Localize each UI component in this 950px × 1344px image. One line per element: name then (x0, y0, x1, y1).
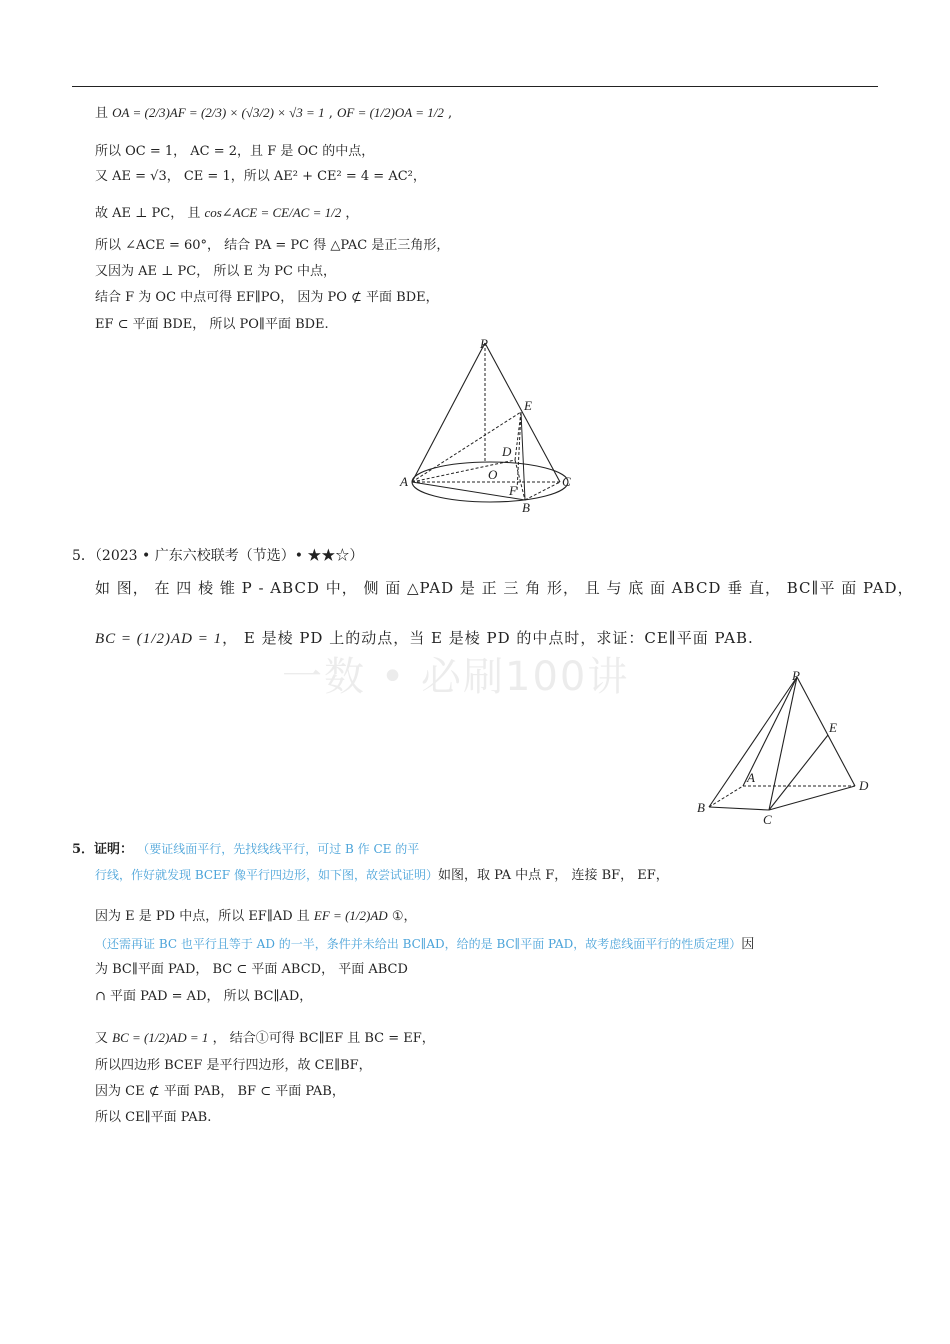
comma: , (448, 106, 453, 121)
problem5-text: ， E 是棱 PD 上的动点，当 E 是棱 PD 的中点时，求证：CE∥平面 PAB. (222, 629, 754, 647)
edge-pa (412, 343, 485, 482)
seg-de (515, 412, 521, 460)
label-f: F (509, 483, 517, 498)
formula-ef: EF = (1/2)AD (313, 908, 388, 923)
sol4-line-6: 又因为 AE ⊥ PC， 所以 E 为 PC 中点， (95, 264, 337, 279)
sol5-text-2c: ①， (391, 909, 417, 924)
sol5-hint-1b: 行线，作好就发现 BCEF 像平行四边形，如下图，故尝试证明） (95, 868, 438, 882)
problem5-header: 5．（2023 • 广东六校联考（节选）• ★★☆） (72, 548, 364, 564)
sol4-line-2: 所以 OC = 1， AC = 2，且 F 是 OC 的中点， (95, 144, 375, 159)
label-c: C (562, 474, 571, 489)
sol4-line-4 (95, 204, 358, 223)
text-qie: 且 (95, 106, 109, 121)
comma: ， (345, 206, 359, 221)
sol5-line-6: 所以四边形 BCEF 是平行四边形，故 CE∥BF， (95, 1058, 372, 1073)
formula-cos: cos∠ACE = CE/AC = 1/2 (204, 205, 342, 220)
label-e: E (829, 720, 837, 735)
label-d: D (859, 778, 869, 793)
sol5-line-1 (95, 866, 669, 885)
pyramid-figure (695, 665, 880, 830)
header-rule (72, 86, 878, 87)
sol4-line-7: 结合 F 为 OC 中点可得 EF∥PO， 因为 PO ⊄ 平面 BDE， (95, 290, 439, 305)
sol4-line-1 (95, 104, 452, 123)
edge-pc (485, 343, 560, 482)
sol5-hint-2: （还需再证 BC 也平行且等于 AD 的一半，条件并未给出 BC∥AD，给的是 BC∥平面 PAD，故考虑线面平行的性质定理） (95, 937, 742, 951)
sol5-hint-2-tail: 因 (741, 937, 755, 952)
sol4-line-5: 所以 ∠ACE = 60°， 结合 PA = PC 得 △PAC 是正三角形， (95, 238, 450, 253)
label-p: P (480, 336, 488, 351)
sol5-line-2 (95, 907, 416, 926)
formula-oa: OA = (2/3)AF = (2/3) × (√3/2) × √3 = 1 (112, 105, 325, 120)
sol5-label: 5．证明： (72, 842, 134, 857)
sol5-line-5 (95, 1029, 435, 1048)
label-b: B (697, 800, 705, 815)
formula-bc2: BC = (1/2)AD = 1 (112, 1030, 209, 1045)
formula-of: OF = (1/2)OA = 1/2 (337, 105, 444, 120)
sol5-text-5c: ， 结合①可得 BC∥EF 且 BC = EF， (212, 1031, 435, 1046)
label-p: P (792, 668, 800, 683)
sol4-line-8: EF ⊂ 平面 BDE， 所以 PO∥平面 BDE. (95, 317, 329, 332)
sol5-line-8: 所以 CE∥平面 PAB. (95, 1110, 212, 1125)
watermark: 一数 • 必刷100讲 (282, 654, 630, 700)
sol4-line-3: 又 AE = √3， CE = 1，所以 AE² + CE² = 4 = AC²， (95, 169, 426, 184)
problem5-line-1: 如 图， 在 四 棱 锥 P - ABCD 中， 侧 面 △PAD 是 正 三 角 形， 且 与 底 面 ABCD 垂 直， BC∥平 面 PAD， (95, 579, 914, 597)
text: 故 AE ⊥ PC， 且 (95, 206, 201, 221)
label-b: B (522, 500, 530, 515)
label-a: A (400, 474, 408, 489)
seg-ef (517, 412, 521, 491)
sol5-line-7: 因为 CE ⊄ 平面 PAB， BF ⊂ 平面 PAB， (95, 1084, 345, 1099)
comma: , (328, 106, 333, 121)
seg-ce (769, 735, 828, 810)
label-d: D (502, 444, 512, 459)
sol5-hint-1: （要证线面平行，先找线线平行，可过 B 作 CE 的平 (137, 842, 420, 856)
sol5-text-2a: 因为 E 是 PD 中点，所以 EF∥AD 且 (95, 909, 310, 924)
sol5-line-4: ∩ 平面 PAD = AD， 所以 BC∥AD， (95, 989, 313, 1004)
sol5-text-5a: 又 (95, 1031, 109, 1046)
label-e: E (524, 398, 532, 413)
sol5-hint-line (95, 935, 754, 954)
sol5-header (72, 840, 419, 859)
label-a: A (747, 770, 755, 785)
sol5-line-3: 为 BC∥平面 PAD， BC ⊂ 平面 ABCD， 平面 ABCD (95, 962, 408, 977)
label-o: O (488, 467, 498, 482)
sol5-text-1: 如图，取 PA 中点 F， 连接 BF， EF， (437, 868, 669, 883)
formula-bc: BC = (1/2)AD = 1 (95, 631, 223, 647)
edge-ba (709, 786, 743, 807)
edge-cd (769, 786, 855, 810)
edge-bc (709, 807, 769, 810)
edge-pd (797, 677, 855, 786)
label-c: C (763, 812, 772, 827)
cone-figure (395, 335, 580, 517)
